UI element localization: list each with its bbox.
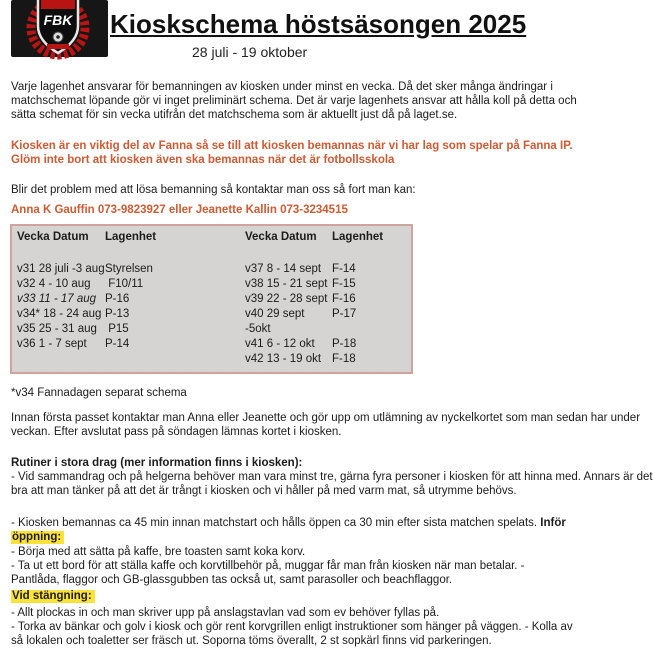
schedule-row [245,277,411,292]
schedule-row [17,307,245,322]
schedule-week-cell: v39 22 - 28 sept [245,293,328,305]
text-line: sätta schemat för sin vecka utifrån det matchschema som är aktuellt just då på laget.se. [11,109,458,121]
opening-section-heading [11,530,600,545]
text-line: Varje lagenhet ansvarar för bemanningen av kiosken under minst en vecka. Då det sker många ändringar i [11,81,553,93]
text-line: - Börja med att sätta på kaffe, bre toasten samt koka korv. [11,546,306,558]
schedule-right-rows [245,262,411,367]
opening-times-text: - Kiosken bemannas ca 45 min innan matchstart och hålls öppen ca 30 min efter sista matchen spelats. [11,517,541,529]
schedule-row [17,337,245,352]
schedule-team-cell: P15 [105,323,129,335]
schedule-team-cell: P-16 [105,293,130,305]
schedule-week-cell: v42 13 - 19 okt [245,353,322,365]
fbk-club-logo [11,0,108,57]
contact-intro: Blir det problem med att lösa bemanning så kontaktar man oss så fort man kan: [11,184,416,196]
logo-initials: FBK [43,12,73,28]
fbk-logo-graphic [11,0,108,57]
routines-item-staffing [11,470,653,498]
text-line: bra att man tänker på att det är trångt i kiosken och vi håller på med varm mat, så utrymme behövs. [11,485,517,497]
schedule-team-cell: P-13 [105,308,130,320]
text-line: veckan. Efter avslutat pass på söndagen lämnas kortet i kiosken. [11,426,342,438]
schedule-left-rows [17,262,245,352]
text-line: - Vid sammandrag och på helgerna behöver man vara minst tre, gärna fyra personer i kiosken för att hinna med. Annars är det [11,471,653,483]
text-line: matchschemat löpande gör vi inget preliminärt schema. Det är varje lagenhets ansvar att hålla koll på detta och [11,95,577,107]
schedule-week-cell: v31 28 juli -3 aug [17,263,105,275]
schedule-team-cell: F-16 [332,293,356,305]
text-line: Pantlåda, flaggor och GB-glassgubben tas också ut, samt parasoller och beachflaggor. [11,574,453,586]
schedule-week-cell: v41 6 - 12 okt [245,338,315,350]
schedule-team-cell: F10/11 [105,278,144,290]
team-column-header: Lagenhet [105,231,157,243]
opening-instructions [11,545,600,587]
text-line: - Allt plockas in och man skriver upp på anslagstavlan vad som ev behöver fyllas på. [11,607,440,619]
schedule-footnote: *v34 Fannadagen separat schema [11,387,187,399]
schedule-week-cell: v37 8 - 14 sept [245,263,322,275]
schedule-row [245,262,411,277]
schedule-team-cell: F-18 [332,353,356,365]
schedule-team-cell: F-15 [332,278,356,290]
schedule-week-cell: v33 11 - 17 aug [17,293,97,305]
schedule-row [245,307,411,337]
schedule-row [17,322,245,337]
intro-paragraph [11,80,600,122]
schedule-row [245,352,411,367]
week-column-header: Vecka Datum [245,231,317,243]
infor-bold-word: Inför [540,517,566,529]
text-line: Innan första passet kontaktar man Anna eller Jeanette och gör upp om utlämning av nyckelkortet som man sedan har under [11,412,641,424]
text-line: - Torka av bänkar och golv i kiosk och gör rent korvgrillen enligt instruktioner som hänger på väggen. - Kolla av [11,621,573,633]
text-line: så lokalen och toaletter ser fräsch ut. Soporna töms överallt, 2 st sopkärl finns vid parkeringen. [11,635,492,647]
title-block [110,0,526,60]
text-line: Kiosken är en viktig del av Fanna så se till att kiosken bemannas när vi har lag som spelar på Fanna IP. [11,140,573,152]
opening-heading-highlight: öppning: [11,531,64,544]
schedule-week-cell: v38 15 - 21 sept [245,278,328,290]
schedule-header-row [17,230,245,244]
document-header [0,0,600,60]
warning-text [11,139,600,167]
routines-heading: Rutiner i stora drag (mer information finns i kiosken): [11,457,303,469]
schedule-week-cell: v34* 18 - 24 aug [17,308,102,320]
team-column-header: Lagenhet [332,231,384,243]
schedule-table [10,224,413,374]
schedule-row [17,277,245,292]
page-subtitle: 28 juli - 19 oktober [192,44,308,60]
keycard-paragraph [11,411,641,439]
schedule-row [17,292,245,307]
schedule-header-row [245,230,411,244]
schedule-right-group [245,230,411,367]
schedule-team-cell: P-18 [332,338,357,350]
schedule-row [245,292,411,307]
schedule-team-cell: Styrelsen [105,263,153,275]
schedule-week-cell: v32 4 - 10 aug [17,278,91,290]
schedule-team-cell: P-17 [332,308,357,320]
page-title: Kioskschema höstsäsongen 2025 [110,9,527,39]
text-line: - Ta ut ett bord för att ställa kaffe och korvtillbehör på, muggar får man från kiosken när man betalar. - [11,560,525,572]
schedule-week-cell: v40 29 sept -5okt [245,308,305,335]
contact-names: Anna K Gauffin 073-9823927 eller Jeanette Kallin 073-3234515 [11,204,348,216]
schedule-team-cell: F-14 [332,263,356,275]
schedule-left-group [17,230,245,367]
week-column-header: Vecka Datum [17,231,89,243]
schedule-team-cell: P-14 [105,338,130,350]
text-line: Glöm inte bort att kiosken även ska bemannas när det är fotbollsskola [11,154,395,166]
closing-section-heading [11,589,600,604]
routines-item-opening-times [11,516,600,530]
schedule-week-cell: v36 1 - 7 sept [17,338,87,350]
closing-heading-highlight: Vid stängning: [11,590,95,603]
schedule-row [245,337,411,352]
schedule-week-cell: v35 25 - 31 aug [17,323,97,335]
schedule-row [17,262,245,277]
closing-instructions [11,606,600,648]
